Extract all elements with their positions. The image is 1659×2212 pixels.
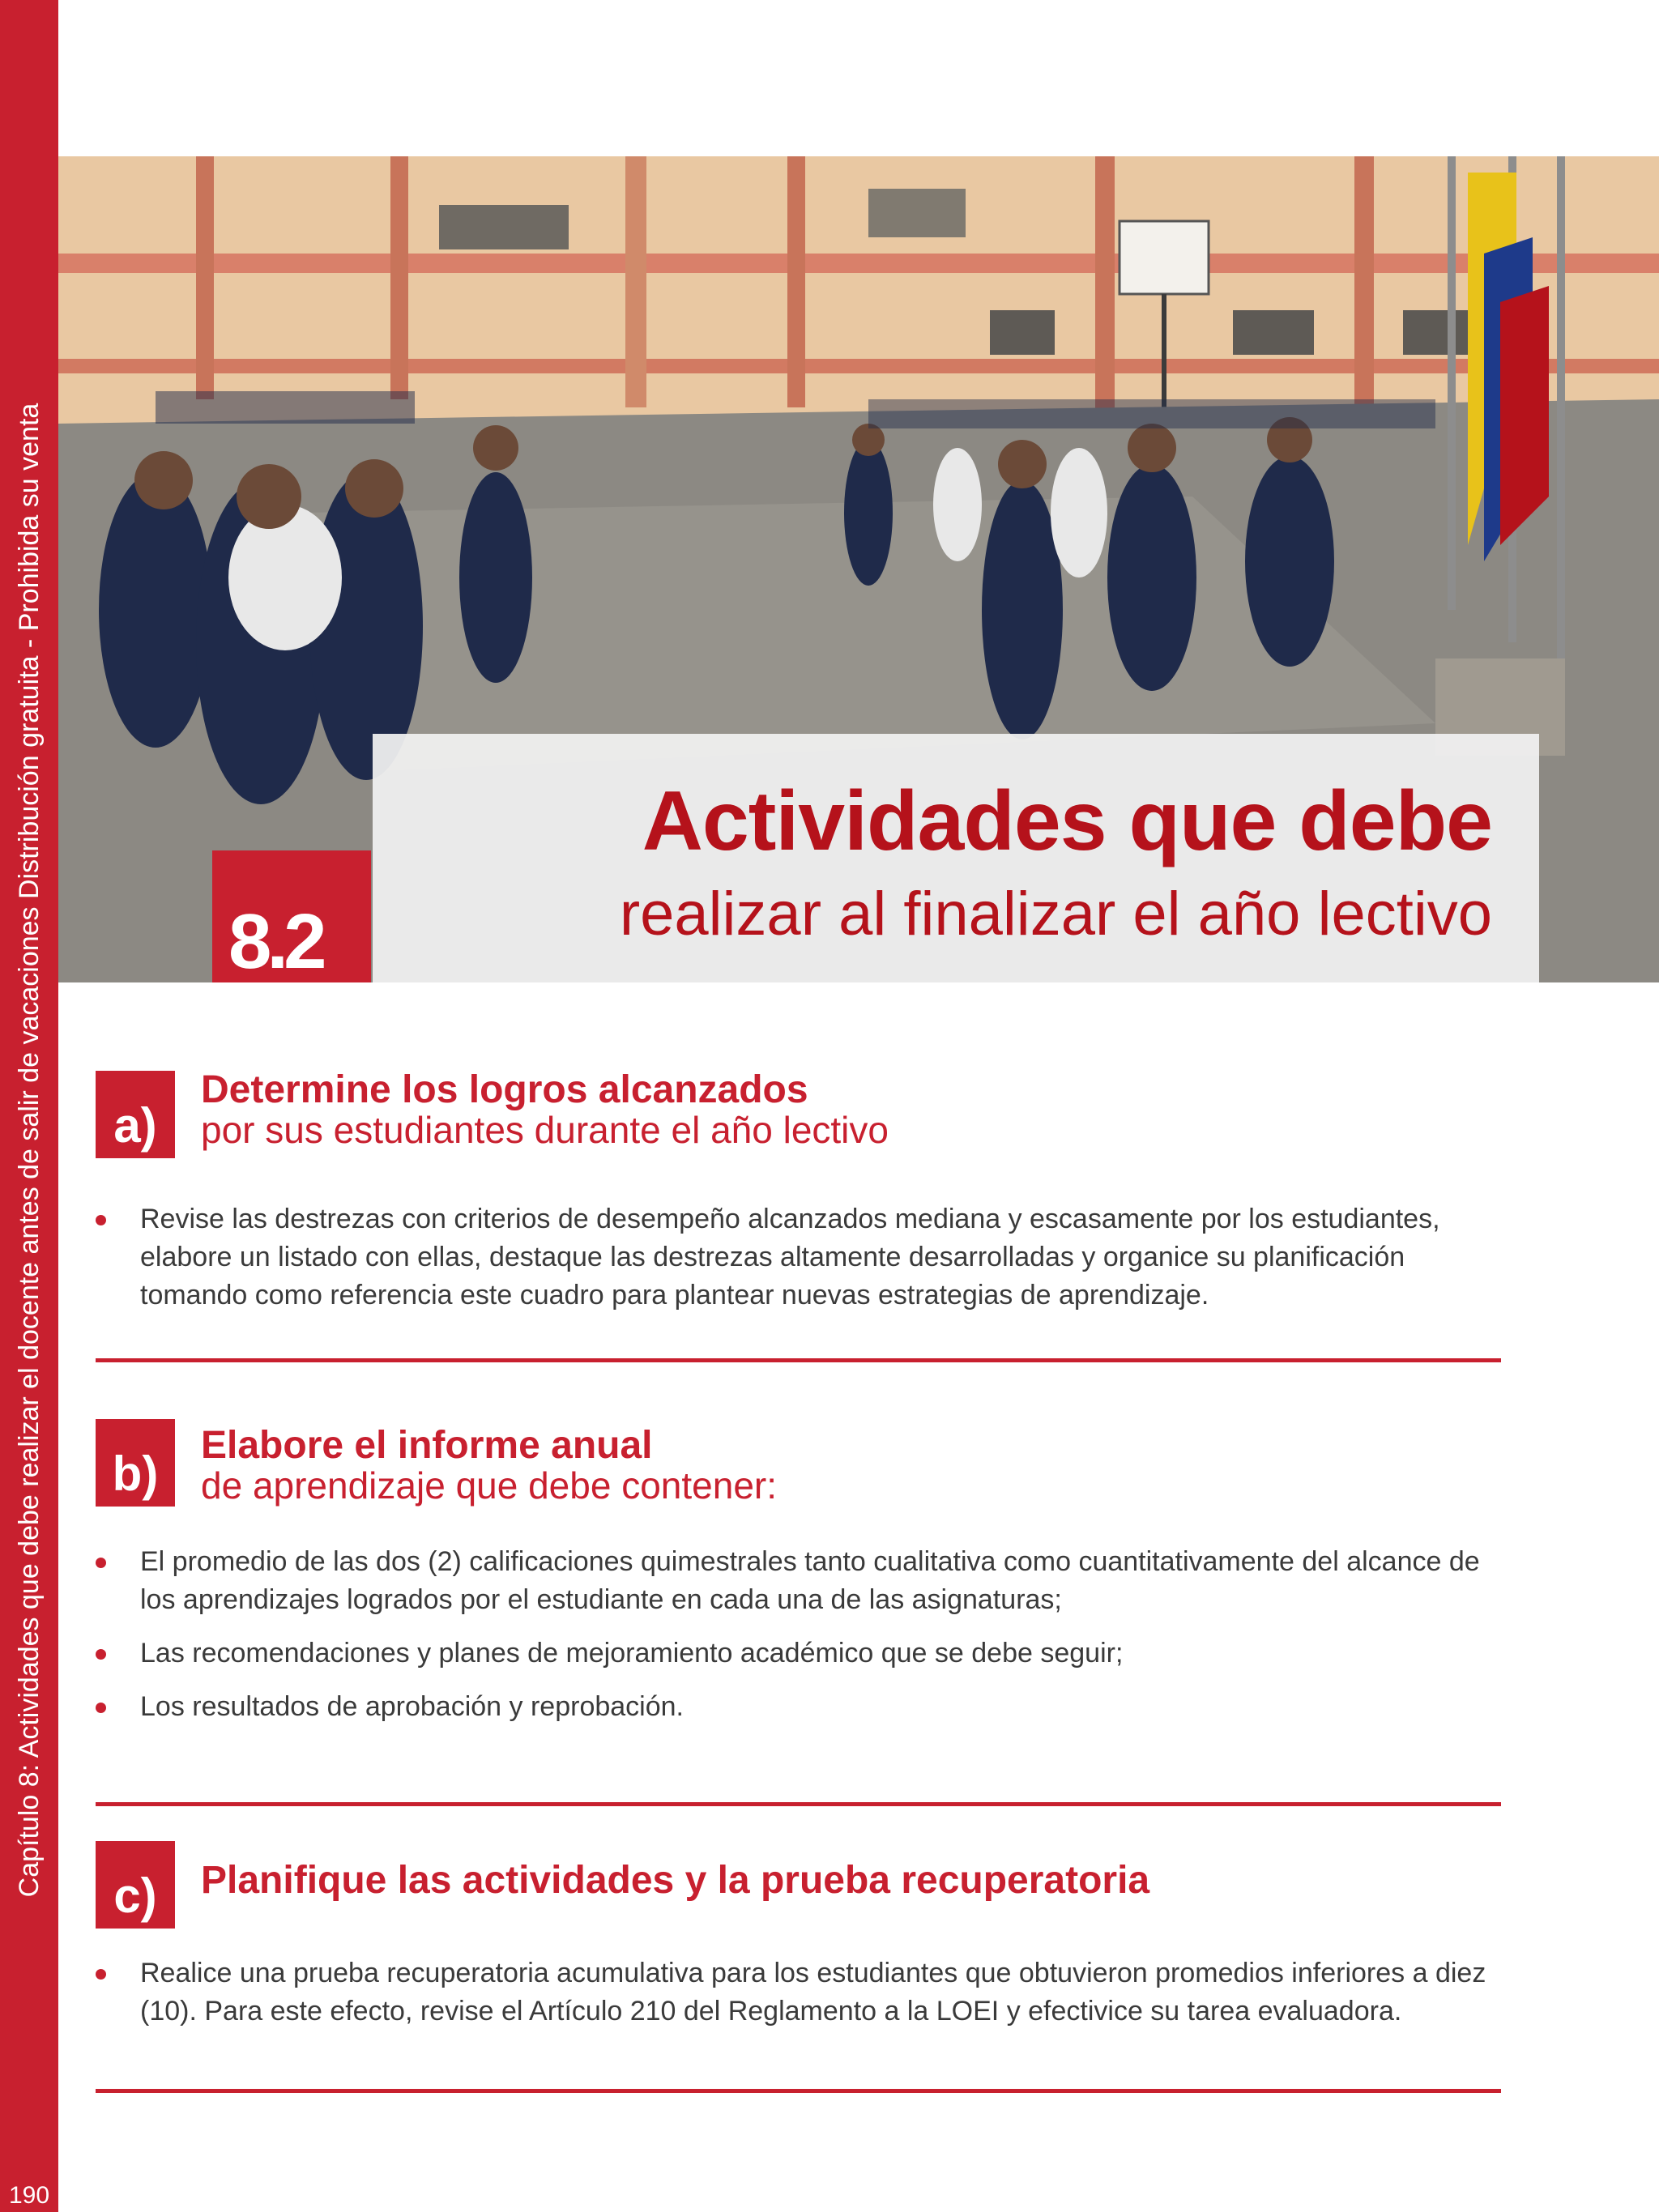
- side-strip-text: Capítulo 8: Actividades que debe realizar el docente antes de salir de vacaciones Distribución gratuita - Prohibida su venta: [14, 403, 45, 1898]
- section-b-letter: b): [112, 1447, 159, 1501]
- section-c-bullet-1: [96, 1954, 1501, 2031]
- bullet-dot-icon: [96, 1649, 106, 1660]
- section-b-bullet-3: [96, 1688, 1505, 1726]
- bullet-text: Las recomendaciones y planes de mejoramiento académico que se debe seguir;: [140, 1638, 1124, 1669]
- section-divider: [96, 2089, 1501, 2093]
- bullet-dot-icon: [96, 1969, 106, 1980]
- page-number: 190: [8, 2182, 50, 2209]
- bullet-text: El promedio de las dos (2) calificaciones quimestrales tanto cualitativa como cuantitativamente del alcance de los aprendizajes logrados por el estudiante en cada una de las asignaturas;: [140, 1546, 1480, 1615]
- section-divider: [96, 1802, 1501, 1806]
- section-a-title: Determine los logros alcanzados: [201, 1068, 808, 1111]
- section-b-subtitle: de aprendizaje que debe contener:: [201, 1464, 778, 1507]
- section-a-letter: a): [113, 1098, 157, 1153]
- section-b-bullet-2: [96, 1634, 1505, 1673]
- section-c-letter-box: [96, 1841, 175, 1929]
- bullet-text: Realice una prueba recuperatoria acumulativa para los estudiantes que obtuvieron promedios inferiores a diez (10). Para este efecto, revise el Artículo 210 del Reglamento a la LOEI y efectivice su tarea evaluadora.: [140, 1958, 1486, 2027]
- section-divider: [96, 1358, 1501, 1362]
- bullet-dot-icon: [96, 1703, 106, 1713]
- section-number: 8.2: [228, 898, 322, 985]
- page-title: Actividades que debe: [642, 774, 1492, 868]
- section-number-badge: [212, 850, 371, 985]
- section-a-bullet-list: [96, 1200, 1505, 1315]
- bullet-text: Los resultados de aprobación y reprobación.: [140, 1691, 684, 1722]
- section-a-subtitle: por sus estudiantes durante el año lectivo: [201, 1109, 889, 1151]
- section-a-bullet-1: [96, 1200, 1505, 1315]
- bullet-dot-icon: [96, 1558, 106, 1568]
- section-b-title: Elabore el informe anual: [201, 1424, 653, 1467]
- section-b-bullet-1: [96, 1543, 1505, 1619]
- section-c-title: Planifique las actividades y la prueba recuperatoria: [201, 1859, 1150, 1902]
- section-b-bullet-list: [96, 1543, 1505, 1726]
- page-subtitle: realizar al finalizar el año lectivo: [619, 880, 1492, 948]
- section-c-bullet-list: [96, 1954, 1501, 2031]
- bullet-text: Revise las destrezas con criterios de desempeño alcanzados mediana y escasamente por los estudiantes, elabore un listado con ellas, destaque las destrezas altamente desarrolladas y organice su planificación tomando como referencia este cuadro para plantear nuevas estrategias de aprendizaje.: [140, 1204, 1440, 1311]
- section-a-letter-box: [96, 1071, 175, 1158]
- bullet-dot-icon: [96, 1215, 106, 1225]
- section-b-letter-box: [96, 1419, 175, 1507]
- side-strip: [0, 0, 58, 2212]
- section-c-letter: c): [113, 1869, 157, 1923]
